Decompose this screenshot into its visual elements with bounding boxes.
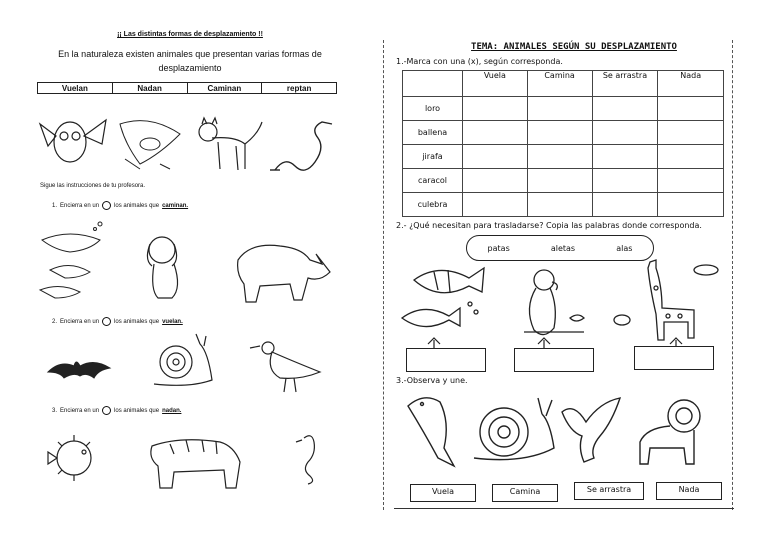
step-1-animals xyxy=(40,220,340,305)
answer-cell[interactable] xyxy=(463,145,528,169)
right-worksheet xyxy=(384,0,768,543)
instructions-text: Sigue las instrucciones de tu profesora. xyxy=(40,183,146,189)
fish-icon xyxy=(402,268,484,327)
answer-cell[interactable] xyxy=(592,145,658,169)
row-label-loro: loro xyxy=(403,97,463,121)
match-label-vuela[interactable]: Vuela xyxy=(410,484,476,502)
cat-illustration xyxy=(199,118,262,170)
category-vuelan: Vuelan xyxy=(38,83,113,94)
category-nadan: Nadan xyxy=(112,83,187,94)
snail-illustration xyxy=(154,334,212,385)
answer-box-fish[interactable] xyxy=(406,348,486,372)
step-2-suffix: los animales que xyxy=(114,318,160,325)
answer-cell[interactable] xyxy=(527,121,592,145)
row-label-caracol: caracol xyxy=(403,169,463,193)
step-3-number: 3. xyxy=(52,407,58,414)
step-3-suffix: los animales que xyxy=(114,407,160,414)
step-3 xyxy=(52,406,181,415)
movement-categories-table xyxy=(37,82,337,94)
answer-cell[interactable] xyxy=(592,97,658,121)
answer-box-parrot[interactable] xyxy=(514,348,594,372)
step-1 xyxy=(52,201,188,210)
answer-cell[interactable] xyxy=(592,121,658,145)
step-2 xyxy=(52,317,183,326)
match-label-nada[interactable]: Nada xyxy=(656,482,722,500)
worksheet-title: ¡¡ Las distintas formas de desplazamiento !! xyxy=(117,31,263,38)
word-aletas: aletas xyxy=(550,243,576,253)
snail-icon xyxy=(474,398,554,460)
header-vuela: Vuela xyxy=(463,71,528,97)
row-label-culebra: culebra xyxy=(403,193,463,217)
puppy-illustration xyxy=(147,237,177,298)
movement-grid xyxy=(402,70,724,217)
answer-box-giraffe[interactable] xyxy=(634,346,714,370)
intro-text: En la naturaleza existen animales que presentan varias formas de desplazamiento xyxy=(58,49,322,73)
header-se-arrastra: Se arrastra xyxy=(592,71,658,97)
lion-icon xyxy=(640,400,700,464)
answer-cell[interactable] xyxy=(592,169,658,193)
giraffe-icon xyxy=(614,260,718,340)
row-label-jirafa: jirafa xyxy=(403,145,463,169)
step-1-keyword: caminan. xyxy=(162,202,189,209)
answer-cell[interactable] xyxy=(592,193,658,217)
step-3-animals xyxy=(40,422,340,492)
bottom-rule xyxy=(394,508,734,509)
snake-illustration xyxy=(270,122,332,170)
answer-cell[interactable] xyxy=(463,193,528,217)
answer-cell[interactable] xyxy=(527,193,592,217)
rhino-illustration xyxy=(238,245,330,302)
step-2-keyword: vuelan. xyxy=(162,318,183,325)
match-label-camina[interactable]: Camina xyxy=(492,484,558,502)
category-illustrations xyxy=(40,114,340,176)
step-2-number: 2. xyxy=(52,318,58,325)
eagle-icon xyxy=(562,398,620,462)
answer-cell[interactable] xyxy=(658,145,724,169)
answer-cell[interactable] xyxy=(463,169,528,193)
bat-illustration xyxy=(48,362,110,378)
circle-icon xyxy=(102,317,111,326)
question-2: 2.- ¿Qué necesitan para trasladarse? Copia las palabras donde corresponda. xyxy=(396,221,702,230)
dolphin-icon xyxy=(408,398,454,466)
answer-cell[interactable] xyxy=(463,97,528,121)
answer-cell[interactable] xyxy=(463,121,528,145)
step-2-prefix: Encierra en un xyxy=(60,318,100,325)
answer-cell[interactable] xyxy=(658,169,724,193)
answer-cell[interactable] xyxy=(658,121,724,145)
question-3-animals xyxy=(394,392,734,474)
header-nada: Nada xyxy=(658,71,724,97)
category-caminan: Caminan xyxy=(187,83,262,94)
step-1-number: 1. xyxy=(52,202,58,209)
word-patas: patas xyxy=(487,243,510,253)
answer-cell[interactable] xyxy=(658,97,724,121)
step-2-animals xyxy=(40,332,340,397)
answer-cell[interactable] xyxy=(527,97,592,121)
bird-illustration xyxy=(250,342,320,392)
answer-cell[interactable] xyxy=(658,193,724,217)
seahorse-illustration xyxy=(296,436,314,484)
theme-title: TEMA: ANIMALES SEGÚN SU DESPLAZAMIENTO xyxy=(471,42,677,52)
fish-illustration xyxy=(120,121,180,169)
pufferfish-illustration xyxy=(48,435,91,481)
step-1-prefix: Encierra en un xyxy=(60,202,100,209)
answer-cell[interactable] xyxy=(527,169,592,193)
row-label-ballena: ballena xyxy=(403,121,463,145)
step-1-suffix: los animales que xyxy=(114,202,160,209)
owl-illustration xyxy=(40,120,106,162)
category-reptan: reptan xyxy=(262,83,337,94)
question-1: 1.-Marca con una (x), según corresponda. xyxy=(396,57,563,66)
tiger-illustration xyxy=(151,440,240,488)
dolphin-illustration xyxy=(40,222,102,298)
parrot-icon xyxy=(524,270,584,335)
answer-cell[interactable] xyxy=(527,145,592,169)
step-3-prefix: Encierra en un xyxy=(60,407,100,414)
circle-icon xyxy=(102,201,111,210)
match-label-se-arrastra[interactable]: Se arrastra xyxy=(574,482,644,500)
question-3: 3.-Observa y une. xyxy=(396,376,468,385)
word-alas: alas xyxy=(616,243,633,253)
circle-icon xyxy=(102,406,111,415)
header-camina: Camina xyxy=(527,71,592,97)
step-3-keyword: nadan. xyxy=(162,407,182,414)
